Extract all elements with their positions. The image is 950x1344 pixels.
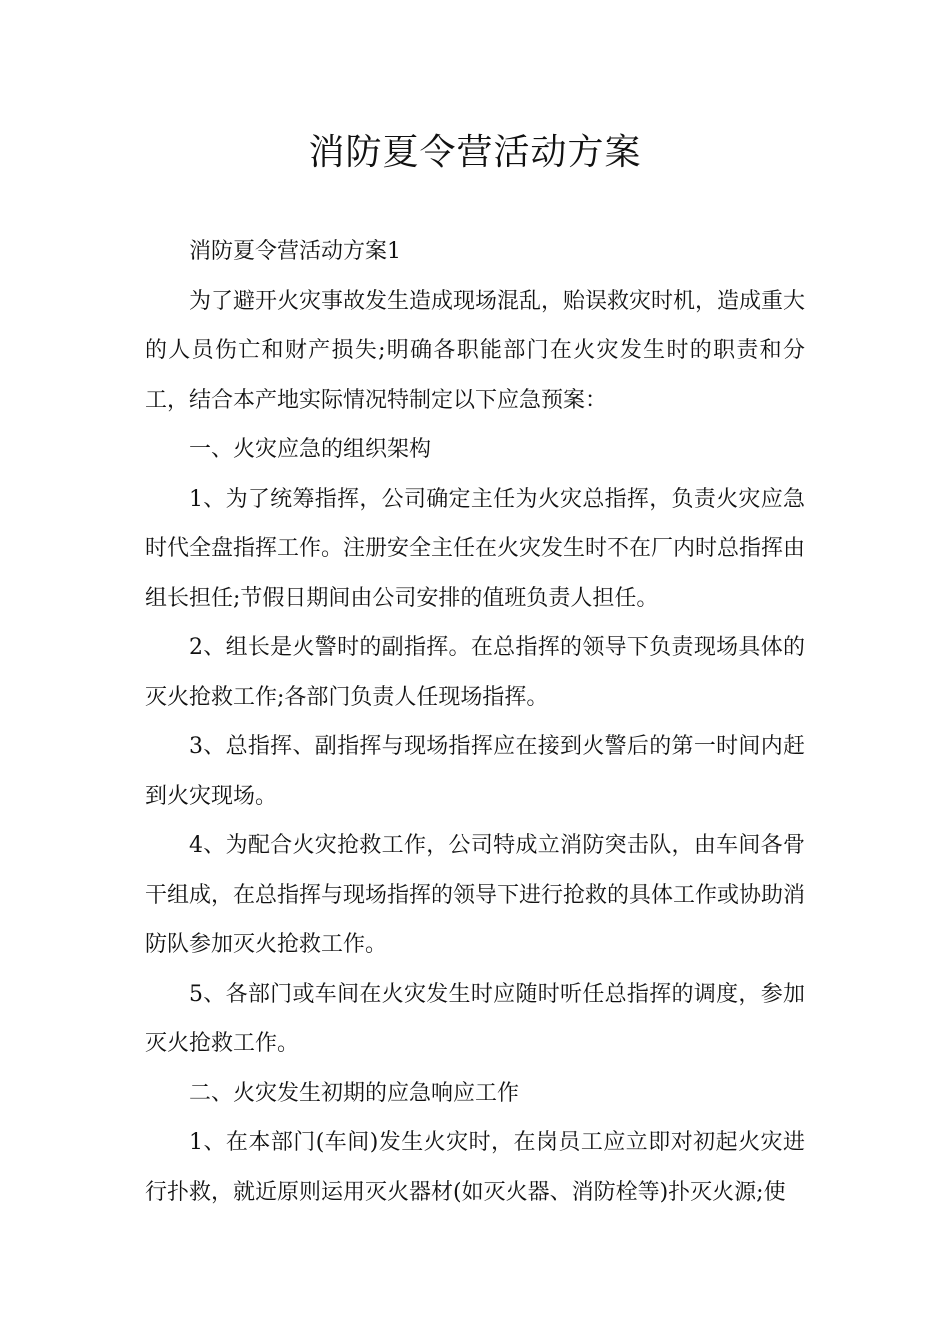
document-title: 消防夏令营活动方案 (308, 132, 642, 173)
paragraph-item-3: 3、总指挥、副指挥与现场指挥应在接到火警后的第一时间内赶到火灾现场。 (145, 734, 805, 809)
paragraph-heading-1: 消防夏令营活动方案1 (189, 239, 401, 264)
paragraph-response-1: 1、在本部门(车间)发生火灾时，在岗员工应立即对初起火灾进行扑救，就近原则运用灭火器材(如灭火器、消防栓等)扑灭火源;使 (145, 1130, 805, 1205)
section-heading-response: 二、火灾发生初期的应急响应工作 (189, 1080, 520, 1106)
paragraph-item-4: 4、为配合火灾抢救工作，公司特成立消防突击队，由车间各骨干组成，在总指挥与现场指挥的领导下进行抢救的具体工作或协助消防队参加灭火抢救工作。 (145, 833, 806, 957)
paragraph-intro: 为了避开火灾事故发生造成现场混乱，贻误救灾时机，造成重大的人员伤亡和财产损失;明确各职能部门在火灾发生时的职责和分工，结合本产地实际情况特制定以下应急预案： (145, 288, 806, 413)
paragraph-item-5: 5、各部门或车间在火灾发生时应随时听任总指挥的调度，参加灭火抢救工作。 (145, 981, 805, 1056)
section-heading-organization: 一、火灾应急的组织架构 (189, 437, 432, 462)
paragraph-item-2: 2、组长是火警时的副指挥。在总指挥的领导下负责现场具体的灭火抢救工作;各部门负责人任现场指挥。 (145, 635, 805, 710)
paragraph-item-1: 1、为了统筹指挥，公司确定主任为火灾总指挥，负责火灾应急时代全盘指挥工作。注册安全主任在火灾发生时不在厂内时总指挥由组长担任;节假日期间由公司安排的值班负责人担任。 (145, 486, 806, 611)
document-body (145, 227, 805, 1217)
